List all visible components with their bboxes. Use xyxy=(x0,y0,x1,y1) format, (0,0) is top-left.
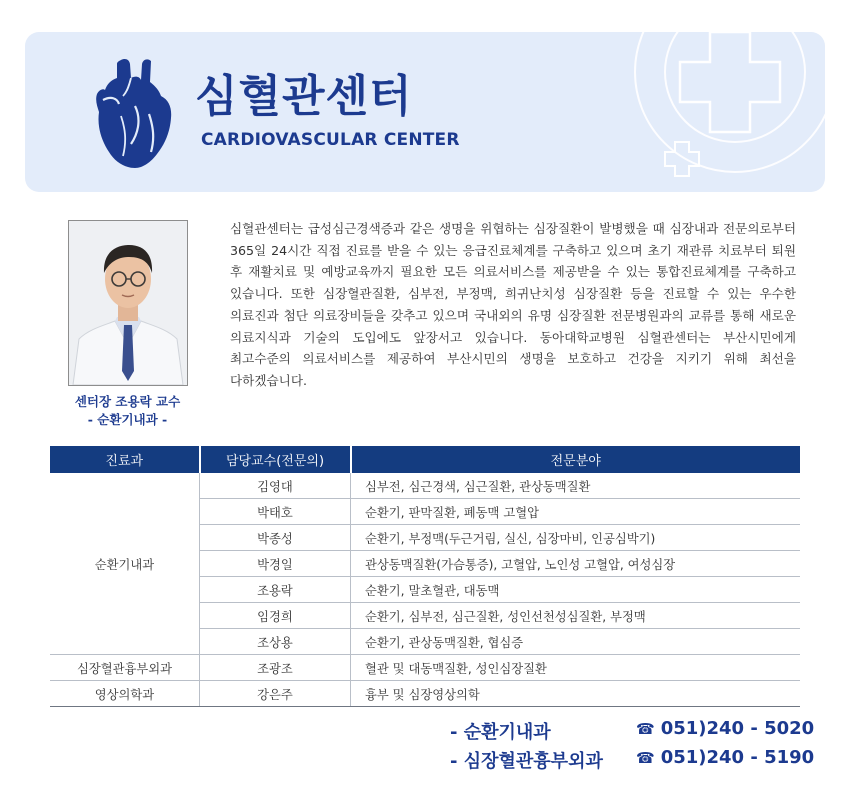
department-cell: 순환기내과 xyxy=(50,473,200,655)
director-department: - 순환기내과 - xyxy=(87,412,168,427)
contact-thoracic-surgery xyxy=(450,747,815,776)
table-header-row xyxy=(50,446,800,473)
telephone-icon: ☎ xyxy=(636,749,655,767)
department-cell: 심장혈관흉부외과 xyxy=(50,655,200,681)
specialty-cell: 순환기, 판막질환, 폐동맥 고혈압 xyxy=(351,499,801,525)
specialty-cell: 순환기, 말초혈관, 대동맥 xyxy=(351,577,801,603)
doctor-cell: 조광조 xyxy=(200,655,351,681)
specialty-cell: 순환기, 관상동맥질환, 협심증 xyxy=(351,629,801,655)
table-row xyxy=(50,655,800,681)
contact-phone[interactable] xyxy=(636,718,814,739)
contact-cardiology xyxy=(450,718,815,747)
department-cell: 영상의학과 xyxy=(50,681,200,707)
table-row xyxy=(50,681,800,707)
intro-paragraph: 심혈관센터는 급성심근경색증과 같은 생명을 위협하는 심장질환이 발병했을 때 심장내과 전문의로부터 365일 24시간 직접 진료를 받을 수 있는 응급진료체계를 구축하고 있으며 초기 재관류 치료부터 퇴원 후 재활치료 및 예방교육까지 필요한 모든 의료서비스를 제공받을 수 있는 통합진료체계를 구축하고 있습니다. 또한 심장혈관질환, 심부전, 부정맥, 희귀난치성 심장질환 등을 진료할 수 있는 우수한 의료진과 첨단 의료장비들을 갖추고 있으며 국내외의 유명 심장질환 전문병원과의 교류를 통해 새로운 의료지식과 기술의 도입에도 앞장서고 있습니다. 동아대학교병원 심혈관센터는 부산시민에게 최고수준의 의료서비스를 제공하여 부산시민의 생명을 보호하고 건강을 지키기 위해 최선을 다하겠습니다. xyxy=(230,221,796,388)
doctor-cell: 임경희 xyxy=(200,603,351,629)
header-doctor: 담당교수(전문의) xyxy=(200,446,351,473)
page-subtitle: CARDIOVASCULAR CENTER xyxy=(201,130,460,150)
contact-name: - 심장혈관흉부외과 xyxy=(450,751,603,772)
doctor-cell: 박태호 xyxy=(200,499,351,525)
specialty-cell: 심부전, 심근경색, 심근질환, 관상동맥질환 xyxy=(351,473,801,499)
director-caption xyxy=(40,393,215,429)
medical-cross-decoration xyxy=(615,32,825,192)
director-photo xyxy=(68,220,188,386)
heart-icon xyxy=(91,56,173,170)
staff-table xyxy=(50,446,800,707)
header-department: 진료과 xyxy=(50,446,200,473)
doctor-cell: 김영대 xyxy=(200,473,351,499)
specialty-cell: 흉부 및 심장영상의학 xyxy=(351,681,801,707)
contact-phone-number: 051)240 - 5020 xyxy=(660,718,815,739)
doctor-cell: 박종성 xyxy=(200,525,351,551)
specialty-cell: 순환기, 부정맥(두근거림, 실신, 심장마비, 인공심박기) xyxy=(351,525,801,551)
contact-phone-number: 051)240 - 5190 xyxy=(660,747,815,768)
contact-phone[interactable] xyxy=(636,747,814,768)
telephone-icon: ☎ xyxy=(636,720,655,738)
doctor-cell: 조상용 xyxy=(200,629,351,655)
page-title: 심혈관센터 xyxy=(195,71,413,122)
director-name: 센터장 조용락 교수 xyxy=(74,394,181,409)
contact-list xyxy=(450,718,815,776)
specialty-cell: 혈관 및 대동맥질환, 성인심장질환 xyxy=(351,655,801,681)
table-row xyxy=(50,473,800,499)
header-banner xyxy=(25,32,825,192)
specialty-cell: 관상동맥질환(가슴통증), 고혈압, 노인성 고혈압, 여성심장 xyxy=(351,551,801,577)
doctor-cell: 박경일 xyxy=(200,551,351,577)
doctor-cell: 강은주 xyxy=(200,681,351,707)
contact-name: - 순환기내과 xyxy=(450,722,551,743)
header-specialty: 전문분야 xyxy=(351,446,801,473)
specialty-cell: 순환기, 심부전, 심근질환, 성인선천성심질환, 부정맥 xyxy=(351,603,801,629)
doctor-cell: 조용락 xyxy=(200,577,351,603)
